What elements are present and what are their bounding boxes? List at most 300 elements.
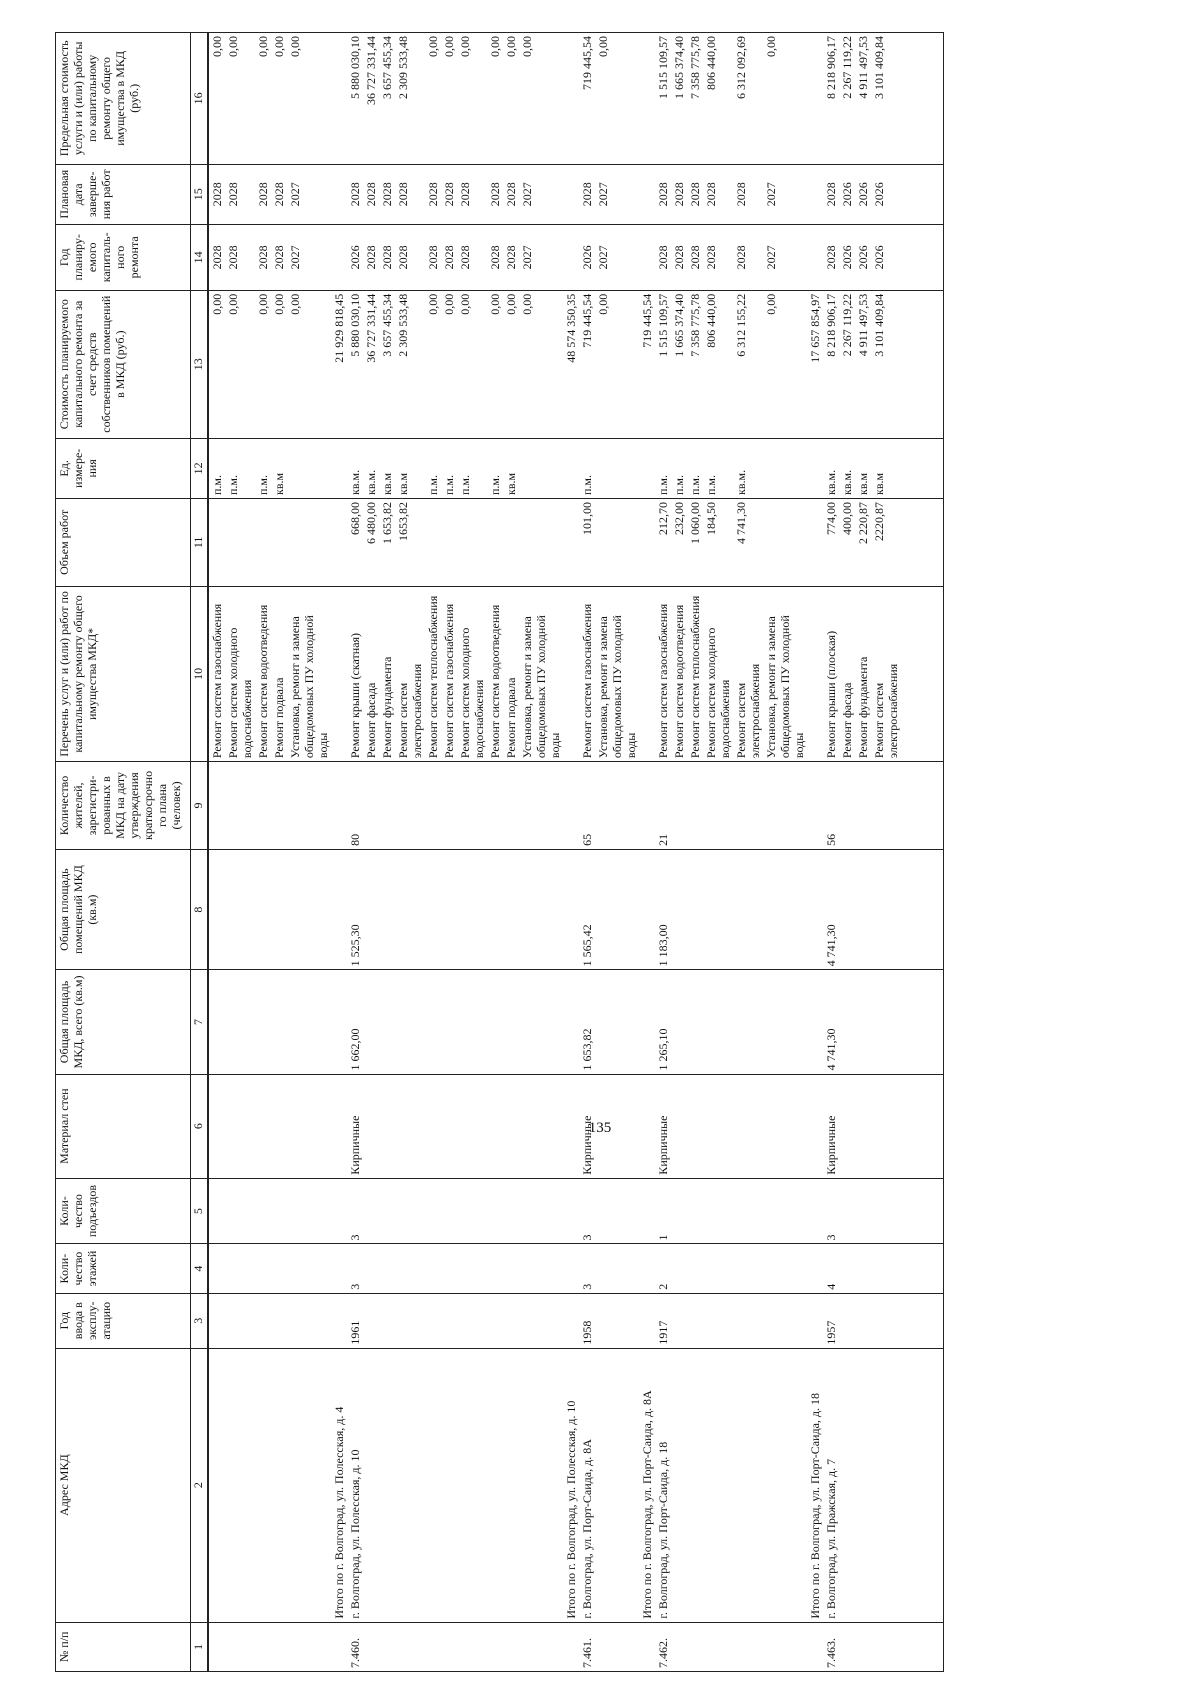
column-number: 7 <box>191 970 209 1074</box>
completion-date: 2028 <box>580 182 594 207</box>
table-cell <box>441 33 457 165</box>
table-cell <box>579 1348 595 1622</box>
table-cell <box>271 1622 287 1671</box>
table-cell <box>287 499 331 587</box>
table-cell <box>823 33 839 165</box>
table-cell <box>225 438 255 498</box>
filler-row <box>901 33 944 1672</box>
table-cell <box>395 33 425 165</box>
table-cell <box>595 849 639 970</box>
work-volume: 184,50 <box>704 502 718 535</box>
column-number: 9 <box>191 762 209 850</box>
table-cell <box>763 438 807 498</box>
completion-date: 2028 <box>824 182 838 207</box>
repair-year: 2028 <box>272 245 286 270</box>
table-cell <box>687 762 703 850</box>
house-number: 7.461. <box>580 1638 594 1668</box>
work-type: Ремонт систем холодного водоснабжения <box>704 627 732 759</box>
table-cell <box>271 1348 287 1622</box>
table-cell <box>823 164 839 224</box>
table-cell <box>457 1178 487 1244</box>
total-row <box>639 33 655 1672</box>
table-cell <box>823 1622 839 1671</box>
table-cell <box>441 1348 457 1622</box>
entrances: 3 <box>580 1234 594 1241</box>
table-cell <box>687 586 703 761</box>
table-cell <box>255 1178 271 1244</box>
table-cell <box>703 849 733 970</box>
table-cell <box>347 1348 363 1622</box>
table-cell <box>425 438 441 498</box>
table-cell <box>208 438 225 498</box>
table-cell <box>208 762 225 850</box>
column-number: 16 <box>191 33 209 165</box>
column-number: 4 <box>191 1244 209 1293</box>
work-type: Ремонт систем холодного водоснабжения <box>458 627 486 759</box>
work-type: Установка, ремонт и замена общедомовых ПУ холодной воды <box>520 615 562 759</box>
table-cell <box>347 762 363 850</box>
table-cell <box>519 33 563 165</box>
table-cell <box>703 970 733 1074</box>
table-cell <box>271 33 287 165</box>
repair-year: 2027 <box>596 245 610 270</box>
table-cell <box>579 438 595 498</box>
table-cell <box>671 224 687 290</box>
table-cell <box>871 1622 901 1671</box>
table-cell <box>347 1293 363 1348</box>
table-cell <box>363 224 379 290</box>
residents: 65 <box>580 833 594 846</box>
table-cell <box>519 1074 563 1178</box>
table-cell <box>807 499 823 587</box>
table-cell <box>733 499 763 587</box>
table-cell <box>763 33 807 165</box>
table-cell <box>807 1074 823 1178</box>
table-cell <box>687 290 703 438</box>
table-cell <box>871 438 901 498</box>
work-cost: 1 665 374,40 <box>672 293 686 357</box>
table-cell <box>595 33 639 165</box>
table-cell <box>687 164 703 224</box>
table-cell <box>255 970 271 1074</box>
table-cell <box>871 164 901 224</box>
table-cell <box>703 1293 733 1348</box>
work-type: Ремонт систем газоснабжения <box>442 603 456 759</box>
completion-date: 2028 <box>226 182 240 207</box>
table-cell <box>457 33 487 165</box>
table-cell <box>823 970 839 1074</box>
work-cost: 0,00 <box>226 293 240 315</box>
table-cell <box>703 586 733 761</box>
table-cell <box>347 1244 363 1293</box>
work-cost: 3 657 455,34 <box>380 293 394 357</box>
table-cell <box>595 1293 639 1348</box>
table-cell <box>839 1244 855 1293</box>
total-cost: 48 574 350,35 <box>564 293 578 363</box>
table-cell <box>363 1074 379 1178</box>
table-cell <box>823 290 839 438</box>
repair-year: 2027 <box>764 245 778 270</box>
table-cell <box>639 1074 655 1178</box>
table-cell <box>655 1074 671 1178</box>
table-cell <box>208 499 225 587</box>
table-cell <box>519 1348 563 1622</box>
work-volume: 774,00 <box>824 502 838 535</box>
work-unit: п.м. <box>442 474 456 495</box>
total-cost: 17 657 854,97 <box>808 293 822 363</box>
table-cell <box>579 1178 595 1244</box>
total-row <box>563 33 579 1672</box>
table-cell <box>639 1622 655 1671</box>
table-cell <box>839 1074 855 1178</box>
table-cell <box>379 1622 395 1671</box>
entrances: 1 <box>656 1234 670 1241</box>
table-cell <box>563 290 579 438</box>
repair-year: 2028 <box>688 245 702 270</box>
table-cell <box>363 164 379 224</box>
work-row <box>457 33 487 1672</box>
table-cell <box>363 762 379 850</box>
table-cell <box>871 1178 901 1244</box>
table-cell <box>363 970 379 1074</box>
work-type: Ремонт фундамента <box>856 656 870 759</box>
table-cell <box>347 1074 363 1178</box>
table-cell <box>255 762 271 850</box>
table-cell <box>457 164 487 224</box>
table-cell <box>595 499 639 587</box>
table-cell <box>687 224 703 290</box>
work-type: Ремонт систем холодного водоснабжения <box>226 627 254 759</box>
limit-cost: 0,00 <box>442 36 456 57</box>
table-cell <box>639 1178 655 1244</box>
table-cell <box>503 1244 519 1293</box>
completion-date: 2028 <box>364 182 378 207</box>
table-cell <box>807 586 823 761</box>
completion-date: 2028 <box>688 182 702 207</box>
residents: 80 <box>348 833 362 846</box>
entrances: 3 <box>348 1234 362 1241</box>
work-cost: 0,00 <box>488 293 502 315</box>
table-cell <box>379 438 395 498</box>
table-cell <box>733 1293 763 1348</box>
table-cell <box>379 164 395 224</box>
table-cell <box>487 224 503 290</box>
table-cell <box>733 849 763 970</box>
limit-cost: 7 358 775,78 <box>688 36 702 99</box>
table-cell <box>503 290 519 438</box>
year-built: 1961 <box>348 1320 362 1345</box>
repair-year: 2026 <box>580 245 594 270</box>
table-cell <box>287 849 331 970</box>
table-cell <box>331 290 347 438</box>
table-cell <box>271 224 287 290</box>
total-area: 1 265,10 <box>656 1028 670 1071</box>
table-cell <box>687 1178 703 1244</box>
table-cell <box>579 290 595 438</box>
limit-cost: 3 657 455,34 <box>380 36 394 99</box>
table-cell <box>363 1178 379 1244</box>
table-cell <box>208 970 225 1074</box>
total-label: Итого по г. Волгоград, ул. Полесская, д. 10 <box>564 1400 578 1619</box>
table-cell <box>347 1178 363 1244</box>
table-cell <box>503 224 519 290</box>
table-cell <box>687 849 703 970</box>
work-type: Установка, ремонт и замена общедомовых ПУ холодной воды <box>596 615 638 759</box>
header-cell: Плановая дата заверше-ния работ <box>56 164 191 224</box>
rooms-area: 1 565,42 <box>580 924 594 967</box>
work-unit: п.м. <box>656 474 670 495</box>
table-cell <box>807 33 823 165</box>
table-cell <box>703 499 733 587</box>
total-row <box>331 33 347 1672</box>
table-cell <box>395 438 425 498</box>
table-cell <box>395 762 425 850</box>
limit-cost: 0,00 <box>288 36 302 57</box>
table-cell <box>733 1074 763 1178</box>
table-cell <box>733 224 763 290</box>
limit-cost: 36 727 331,44 <box>364 36 378 105</box>
table-cell <box>347 438 363 498</box>
table-cell <box>579 33 595 165</box>
header-cell: Общая площадь помещений МКД (кв.м) <box>56 849 191 970</box>
repair-year: 2028 <box>734 245 748 270</box>
table-cell <box>441 762 457 850</box>
work-unit: п.м. <box>704 474 718 495</box>
table-cell <box>703 224 733 290</box>
table-cell <box>395 164 425 224</box>
table-cell <box>379 1293 395 1348</box>
work-unit: кв.м. <box>348 469 362 495</box>
table-cell <box>519 762 563 850</box>
table-cell <box>687 499 703 587</box>
table-cell <box>595 164 639 224</box>
table-cell <box>331 762 347 850</box>
table-cell <box>871 849 901 970</box>
table-cell <box>379 1074 395 1178</box>
table-cell <box>425 290 441 438</box>
residents: 21 <box>656 833 670 846</box>
house-address: г. Волгоград, ул. Порт-Саида, д. 18 <box>656 1441 670 1619</box>
table-cell <box>457 586 487 761</box>
table-cell <box>733 438 763 498</box>
repair-year: 2028 <box>226 245 240 270</box>
completion-date: 2027 <box>764 182 778 207</box>
table-cell <box>807 224 823 290</box>
table-cell <box>287 1622 331 1671</box>
work-unit: кв.м <box>396 472 410 495</box>
table-cell <box>639 224 655 290</box>
work-unit: кв.м <box>872 472 886 495</box>
work-type: Ремонт систем электроснабжения <box>872 663 900 759</box>
table-cell <box>225 762 255 850</box>
table-cell <box>901 1293 944 1348</box>
table-cell <box>487 1293 503 1348</box>
table-cell <box>347 290 363 438</box>
table-cell <box>839 164 855 224</box>
work-row <box>703 33 733 1672</box>
work-unit: кв.м. <box>364 469 378 495</box>
table-cell <box>271 586 287 761</box>
header-cell: Стоимость планируемого капитального ремонта за счет средств собственников помещений в МКД (руб.) <box>56 290 191 438</box>
table-cell <box>331 1293 347 1348</box>
rooms-area: 1 525,30 <box>348 924 362 967</box>
work-unit: кв.м. <box>840 469 854 495</box>
work-volume: 212,70 <box>656 502 670 535</box>
column-number: 3 <box>191 1293 209 1348</box>
work-row <box>503 33 519 1672</box>
work-row <box>487 33 503 1672</box>
header-cell: Количество жителей, зарегистри-рованных в МКД на дату утверждения краткосрочно го плана (человек) <box>56 762 191 850</box>
table-cell <box>871 586 901 761</box>
table-cell <box>519 970 563 1074</box>
table-cell <box>331 33 347 165</box>
work-type: Ремонт фундамента <box>380 656 394 759</box>
work-cost: 5 880 030,10 <box>348 293 362 357</box>
table-cell <box>563 438 579 498</box>
table-cell <box>208 1622 225 1671</box>
table-cell <box>901 224 944 290</box>
table-cell <box>655 1244 671 1293</box>
table-cell <box>441 1244 457 1293</box>
table-cell <box>823 438 839 498</box>
table-cell <box>733 1622 763 1671</box>
table-cell <box>225 290 255 438</box>
table-cell <box>519 290 563 438</box>
table-cell <box>441 1074 457 1178</box>
table-cell <box>579 849 595 970</box>
table-cell <box>763 1293 807 1348</box>
house-number: 7.462. <box>656 1638 670 1668</box>
table-cell <box>671 290 687 438</box>
year-built: 1917 <box>656 1320 670 1345</box>
table-cell <box>901 290 944 438</box>
table-cell <box>823 849 839 970</box>
table-cell <box>871 1074 901 1178</box>
table-cell <box>208 290 225 438</box>
table-cell <box>395 586 425 761</box>
table-cell <box>579 1293 595 1348</box>
work-volume: 6 480,00 <box>364 502 378 544</box>
table-cell <box>457 290 487 438</box>
table-cell <box>655 1348 671 1622</box>
table-cell <box>441 164 457 224</box>
total-cost: 719 445,54 <box>640 293 654 348</box>
table-cell <box>763 970 807 1074</box>
table-cell <box>255 1074 271 1178</box>
table-cell <box>225 1244 255 1293</box>
table-cell <box>487 970 503 1074</box>
table-cell <box>639 1348 655 1622</box>
floors: 2 <box>656 1283 670 1290</box>
work-volume: 400,00 <box>840 502 854 535</box>
table-cell <box>703 164 733 224</box>
table-cell <box>579 970 595 1074</box>
page-number: 135 <box>588 1120 612 1136</box>
limit-cost: 0,00 <box>226 36 240 57</box>
table-cell <box>807 762 823 850</box>
table-cell <box>425 499 441 587</box>
repair-year: 2026 <box>348 245 362 270</box>
work-type: Ремонт подвала <box>272 677 286 759</box>
total-area: 4 741,30 <box>824 1028 838 1071</box>
table-cell <box>395 290 425 438</box>
total-label: Итого по г. Волгоград, ул. Полесская, д. 4 <box>332 1406 346 1619</box>
table-cell <box>639 438 655 498</box>
table-cell <box>703 1622 733 1671</box>
table-cell <box>671 1622 687 1671</box>
table-cell <box>871 33 901 165</box>
repair-year: 2028 <box>210 245 224 270</box>
table-cell <box>457 1622 487 1671</box>
table-cell <box>655 499 671 587</box>
table-cell <box>563 762 579 850</box>
table-cell <box>687 1293 703 1348</box>
work-volume: 2 220,87 <box>856 502 870 544</box>
table-cell <box>379 1178 395 1244</box>
table-cell <box>671 1244 687 1293</box>
work-row <box>855 33 871 1672</box>
table-cell <box>839 762 855 850</box>
table-cell <box>519 849 563 970</box>
table-cell <box>763 1348 807 1622</box>
limit-cost: 8 218 906,17 <box>824 36 838 99</box>
table-cell <box>208 1348 225 1622</box>
table-cell <box>763 290 807 438</box>
table-cell <box>287 164 331 224</box>
table-cell <box>441 849 457 970</box>
limit-cost: 0,00 <box>210 36 224 57</box>
table-cell <box>503 970 519 1074</box>
table-cell <box>687 1348 703 1622</box>
table-cell <box>225 1074 255 1178</box>
work-row <box>763 33 807 1672</box>
limit-cost: 1 515 109,57 <box>656 36 670 99</box>
table-cell <box>487 1178 503 1244</box>
table-cell <box>331 499 347 587</box>
table-cell <box>287 1293 331 1348</box>
table-cell <box>487 849 503 970</box>
table-cell <box>363 849 379 970</box>
column-number: 1 <box>191 1622 209 1671</box>
repair-year: 2028 <box>504 245 518 270</box>
table-cell <box>839 970 855 1074</box>
entrances: 3 <box>824 1234 838 1241</box>
table-cell <box>655 586 671 761</box>
completion-date: 2028 <box>458 182 472 207</box>
table-cell <box>457 1244 487 1293</box>
work-cost: 0,00 <box>442 293 456 315</box>
table-cell <box>208 1293 225 1348</box>
completion-date: 2028 <box>704 182 718 207</box>
table-cell <box>271 438 287 498</box>
work-row <box>255 33 271 1672</box>
table-cell <box>855 224 871 290</box>
rooms-area: 4 741,30 <box>824 924 838 967</box>
table-cell <box>703 762 733 850</box>
work-type: Ремонт систем теплоснабжения <box>688 595 702 759</box>
table-cell <box>425 970 441 1074</box>
work-type: Ремонт крыши (плоская) <box>824 630 838 759</box>
house-row <box>655 33 671 1672</box>
table-cell <box>855 438 871 498</box>
table-cell <box>839 33 855 165</box>
table-cell <box>519 1178 563 1244</box>
table-cell <box>563 1244 579 1293</box>
table-cell <box>901 33 944 165</box>
header-cell: Год планиру-емого капиталь-ного ремонта <box>56 224 191 290</box>
table-cell <box>363 33 379 165</box>
table-cell <box>208 33 225 165</box>
